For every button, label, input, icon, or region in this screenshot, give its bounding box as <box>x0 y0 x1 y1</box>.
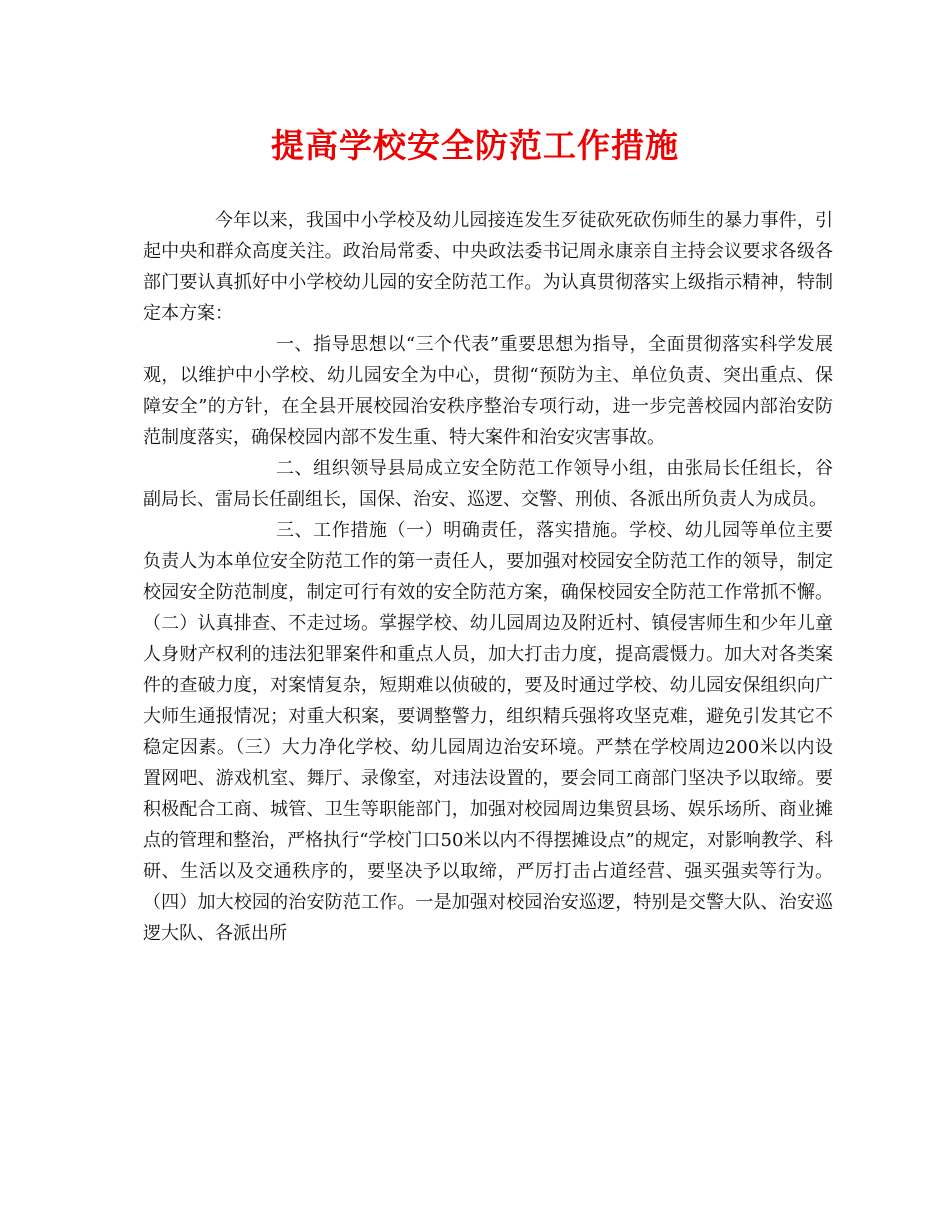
document-title: 提高学校安全防范工作措施 <box>271 126 679 165</box>
document-body <box>143 205 833 949</box>
paragraph-work-measures: 三、工作措施（一）明确责任，落实措施。学校、幼儿园等单位主要负责人为本单位安全防范工作的第一责任人，要加强对校园安全防范工作的领导，制定校园安全防范制度，制定可行有效的安全防范方案，确保校园安全防范工作常抓不懈。（二）认真排查、不走过场。掌握学校、幼儿园周边及附近村、镇侵害师生和少年儿童人身财产权利的违法犯罪案件和重点人员，加大打击力度，提高震慑力。加大对各类案件的查破力度，对案情复杂，短期难以侦破的，要及时通过学校、幼儿园安保组织向广大师生通报情况；对重大积案，要调整警力，组织精兵强将攻坚克难，避免引发其它不稳定因素。（三）大力净化学校、幼儿园周边治安环境。严禁在学校周边200米以内设置网吧、游戏机室、舞厅、录像室，对违法设置的，要会同工商部门坚决予以取缔。要积极配合工商、城管、卫生等职能部门，加强对校园周边集贸县场、娱乐场所、商业摊点的管理和整治，严格执行“学校门口50米以内不得摆摊设点”的规定，对影响教学、科研、生活以及交通秩序的，要坚决予以取缔，严厉打击占道经营、强买强卖等行为。（四）加大校园的治安防范工作。一是加强对校园治安巡逻，特别是交警大队、治安巡逻大队、各派出所 <box>143 520 833 944</box>
paragraph-guiding-ideology: 一、指导思想以“三个代表”重要思想为指导，全面贯彻落实科学发展观，以维护中小学校、幼儿园安全为中心，贯彻“预防为主、单位负责、突出重点、保障安全”的方针，在全县开展校园治安秩序整治专项行动，进一步完善校园内部治安防范制度落实，确保校园内部不发生重、特大案件和治安灾害事故。 <box>143 334 833 448</box>
paragraph-intro: 今年以来，我国中小学校及幼儿园接连发生歹徒砍死砍伤师生的暴力事件，引起中央和群众高度关注。政治局常委、中央政法委书记周永康亲自主持会议要求各级各部门要认真抓好中小学校幼儿园的安全防范工作。为认真贯彻落实上级指示精神，特制定本方案： <box>143 210 833 324</box>
paragraph-organization-leadership: 二、组织领导县局成立安全防范工作领导小组，由张局长任组长，谷副局长、雷局长任副组长，国保、治安、巡逻、交警、刑侦、各派出所负责人为成员。 <box>143 458 833 510</box>
